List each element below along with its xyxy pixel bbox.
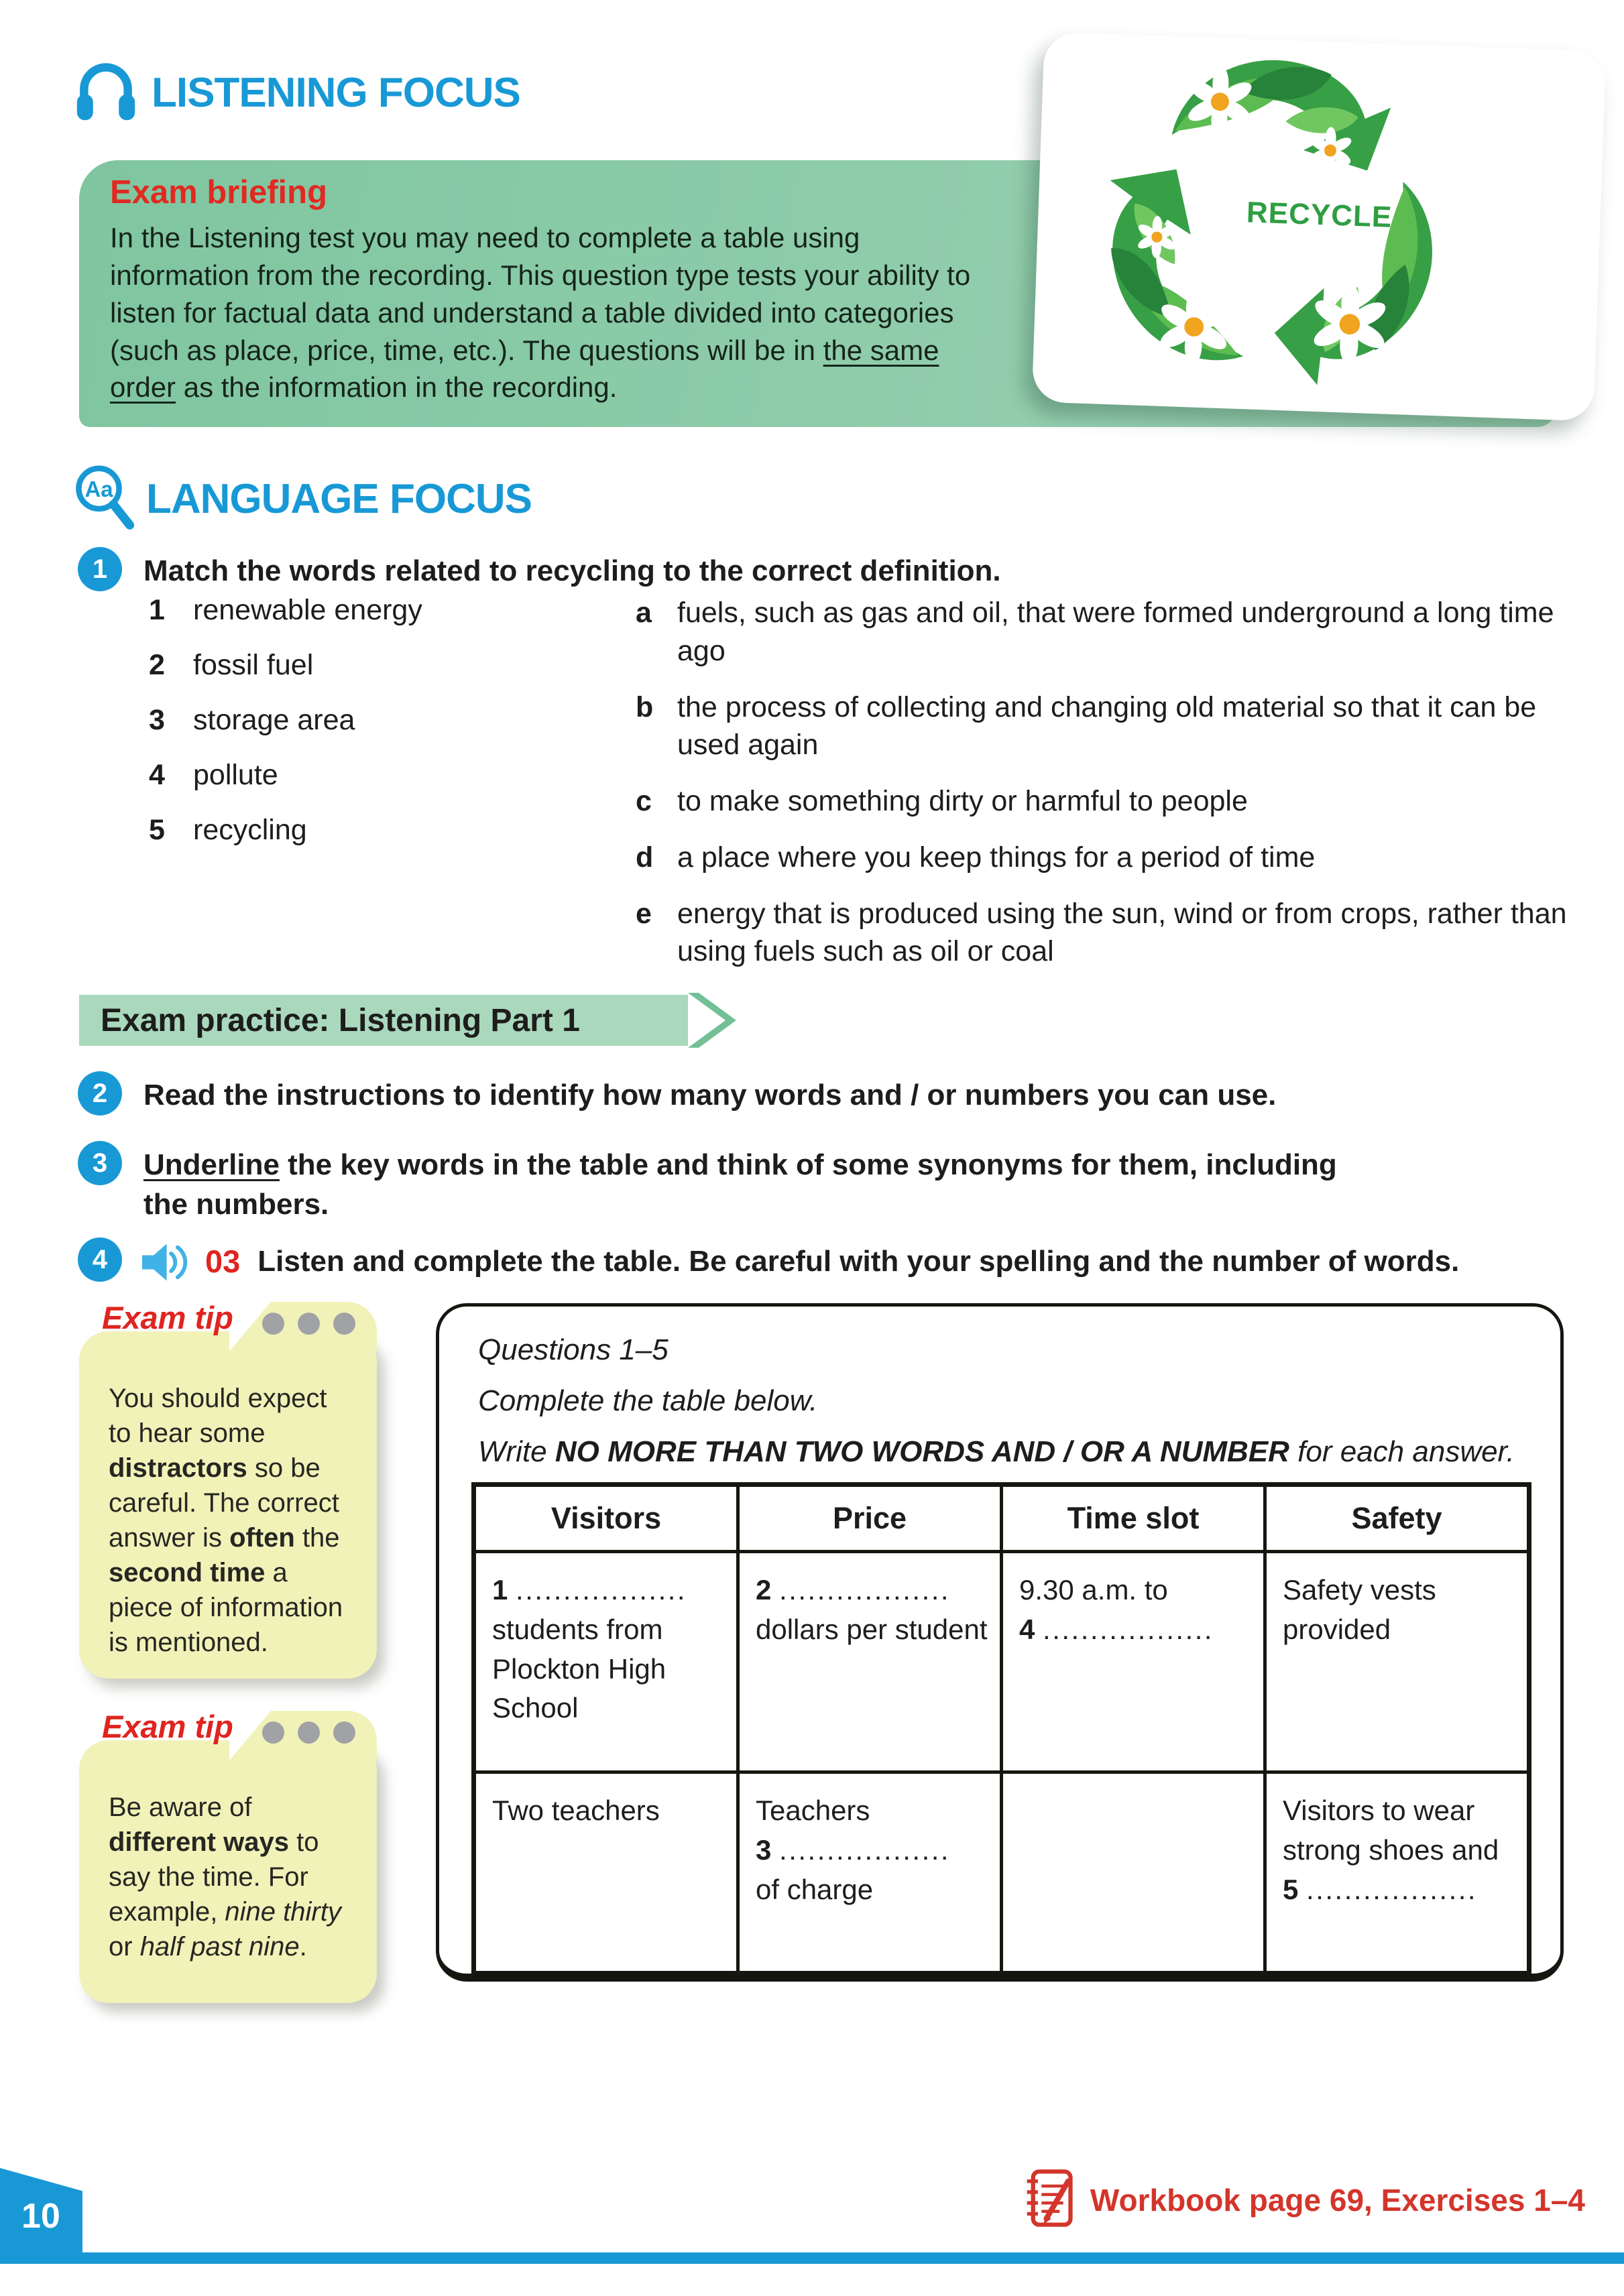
exercise-3 <box>78 1141 1364 1225</box>
exercise-2-instruction: Read the instructions to identify how many words and / or numbers you can use. <box>143 1079 1277 1111</box>
term-text: recycling <box>193 814 307 846</box>
cell-text: of charge <box>756 1873 874 1905</box>
definition-letter: c <box>636 785 652 817</box>
page-number: 10 <box>21 2197 60 2236</box>
cell-safety-row1 <box>1265 1552 1529 1772</box>
workbook-link-text: Workbook page 69, Exercises 1–4 <box>1090 2182 1585 2218</box>
term-number: 5 <box>149 814 165 846</box>
hole-dot-icon <box>333 1721 355 1744</box>
hole-dot-icon <box>298 1721 320 1744</box>
exam-tip-text <box>109 1381 346 1660</box>
tip-text-part: . <box>299 1932 307 1961</box>
answer-blank: .................. <box>1043 1613 1214 1645</box>
blank-number: 3 <box>756 1833 772 1866</box>
term-number: 1 <box>149 594 165 626</box>
table-row <box>474 1552 1529 1772</box>
exercise-number-badge: 3 <box>78 1141 122 1185</box>
term-text: pollute <box>193 759 278 791</box>
cell-text: Teachers <box>756 1795 870 1826</box>
definition-text: a place where you keep things for a period of time <box>677 841 1316 873</box>
cell-price-row1 <box>738 1552 1002 1772</box>
exam-tip-title: Exam tip <box>102 1709 233 1744</box>
list-item <box>636 839 1572 877</box>
list-item <box>636 895 1572 971</box>
instruction-text: the key words in the table and think of some synonyms for them, including the numbers. <box>143 1148 1337 1221</box>
write-text: Write <box>478 1435 555 1468</box>
term-number: 3 <box>149 704 165 736</box>
tip-text-part: the <box>294 1523 340 1553</box>
tip-text-part: or <box>109 1932 140 1961</box>
tip-text-part: You should expect to hear some <box>109 1384 327 1448</box>
tip-text-part: to say the time. For example, <box>109 1827 319 1927</box>
list-item <box>149 649 422 682</box>
hole-dot-icon <box>262 1313 284 1335</box>
page-title: LISTENING FOCUS <box>152 70 520 116</box>
blank-number: 5 <box>1283 1873 1299 1905</box>
exam-tip-text <box>109 1790 346 1964</box>
punch-holes-icon <box>262 1721 355 1744</box>
exam-tip-box-2 <box>79 1711 377 2003</box>
list-item <box>149 594 422 627</box>
questions-box <box>436 1303 1564 1982</box>
recycle-illustration-card <box>1032 32 1607 422</box>
definition-letter: e <box>636 897 652 930</box>
briefing-underlined-phrase: the same order <box>110 334 939 404</box>
term-text: renewable energy <box>193 594 422 626</box>
tip-text-part: a piece of information is mentioned. <box>109 1558 343 1657</box>
column-header-visitors: Visitors <box>474 1485 738 1552</box>
list-item <box>149 759 422 792</box>
definition-letter: d <box>636 841 654 873</box>
hole-dot-icon <box>298 1313 320 1335</box>
matching-terms-list <box>149 594 422 869</box>
workbook-reference <box>1023 2168 1585 2232</box>
cell-price-row2 <box>738 1772 1002 1974</box>
definition-letter: b <box>636 690 654 723</box>
exam-tip-box-1 <box>79 1302 377 1679</box>
magnifier-aa-icon <box>72 463 135 536</box>
tip-italic-part: half past nine <box>139 1932 300 1961</box>
exam-tip-title: Exam tip <box>102 1300 233 1335</box>
chevron-right-icon <box>688 993 736 1051</box>
questions-subheading: Complete the table below. <box>478 1384 818 1417</box>
tip-text-part: so be careful. The correct answer is <box>109 1453 339 1553</box>
footer-bar <box>0 2252 1624 2264</box>
cell-timeslot-row1 <box>1002 1552 1265 1772</box>
exercise-1 <box>78 547 1553 591</box>
audio-track-number: 03 <box>205 1244 241 1279</box>
answer-blank: .................. <box>516 1574 687 1606</box>
notebook-pencil-icon <box>1023 2168 1076 2232</box>
table-row <box>474 1772 1529 1974</box>
blank-number: 4 <box>1019 1613 1035 1645</box>
cell-text: Two teachers <box>492 1795 660 1826</box>
list-item <box>636 594 1572 670</box>
cell-safety-row2 <box>1265 1772 1529 1974</box>
matching-definitions-list <box>636 594 1572 989</box>
hole-dot-icon <box>262 1721 284 1744</box>
cell-visitors-row2 <box>474 1772 738 1974</box>
tip-bold-part: often <box>229 1523 295 1553</box>
tip-note-cap <box>229 1711 377 1760</box>
listening-focus-header <box>74 58 520 128</box>
tip-note-cap <box>229 1302 377 1351</box>
tip-bold-part: second time <box>109 1558 266 1587</box>
underlined-word: Underline <box>143 1148 280 1181</box>
write-text-end: for each answer. <box>1289 1435 1515 1468</box>
list-item <box>636 688 1572 765</box>
answers-table <box>471 1482 1531 1976</box>
questions-heading: Questions 1–5 <box>478 1333 669 1366</box>
term-text: storage area <box>193 704 355 736</box>
list-item <box>636 782 1572 821</box>
headphones-icon <box>74 58 138 128</box>
exam-practice-banner: Exam practice: Listening Part 1 <box>79 995 688 1046</box>
briefing-text-end: as the information in the recording. <box>176 371 618 404</box>
term-number: 4 <box>149 759 165 791</box>
column-header-safety: Safety <box>1265 1485 1529 1552</box>
recycle-label: RECYCLE <box>1246 196 1393 235</box>
term-text: fossil fuel <box>193 649 314 681</box>
cell-text: dollars per student <box>756 1613 988 1645</box>
table-header-row <box>474 1485 1529 1552</box>
answer-blank: .................. <box>1306 1873 1478 1905</box>
language-focus-header <box>72 463 532 536</box>
answer-blank: .................. <box>779 1574 951 1606</box>
definition-text: energy that is produced using the sun, wind or from crops, rather than using fuels such as oil or coal <box>677 897 1567 968</box>
tip-text-part: Be aware of <box>109 1793 252 1822</box>
punch-holes-icon <box>262 1313 355 1335</box>
list-item <box>149 814 422 847</box>
briefing-text: In the Listening test you may need to complete a table using information from the recording. This question type tests your ability to listen for factual data and understand a table divided into categories (such as place, price, time, etc.). The questions will be in <box>110 222 971 366</box>
exercise-1-instruction: Match the words related to recycling to the correct definition. <box>143 554 1001 587</box>
column-header-timeslot: Time slot <box>1002 1485 1265 1552</box>
answer-blank: .................. <box>779 1833 951 1866</box>
cell-text: Visitors to wear strong shoes and <box>1283 1795 1499 1866</box>
cell-text: students from Plockton High School <box>492 1613 666 1724</box>
definition-text: to make something dirty or harmful to people <box>677 785 1248 817</box>
exercise-4 <box>78 1237 1580 1288</box>
tip-bold-part: different ways <box>109 1827 289 1857</box>
word-limit-instruction <box>478 1435 1515 1469</box>
exercise-3-instruction <box>143 1141 1364 1225</box>
blank-number: 2 <box>756 1574 772 1606</box>
definition-letter: a <box>636 597 652 629</box>
column-header-price: Price <box>738 1485 1002 1552</box>
definition-text: fuels, such as gas and oil, that were formed underground a long time ago <box>677 597 1554 667</box>
tip-bold-part: distractors <box>109 1453 247 1483</box>
write-limit-bold: NO MORE THAN TWO WORDS AND / OR A NUMBER <box>555 1435 1289 1468</box>
speaker-icon <box>139 1237 188 1288</box>
exercise-number-badge: 4 <box>78 1237 122 1282</box>
exercise-number-badge: 1 <box>78 547 122 591</box>
cell-visitors-row1 <box>474 1552 738 1772</box>
cell-timeslot-row2 <box>1002 1772 1265 1974</box>
term-number: 2 <box>149 649 165 681</box>
tip-italic-part: nine thirty <box>225 1897 341 1927</box>
exercise-number-badge: 2 <box>78 1071 122 1115</box>
exercise-2 <box>78 1071 1566 1115</box>
hole-dot-icon <box>333 1313 355 1335</box>
section-title: LANGUAGE FOCUS <box>146 476 532 522</box>
svg-text:Aa: Aa <box>84 477 113 502</box>
blank-number: 1 <box>492 1574 508 1606</box>
list-item <box>149 704 422 737</box>
exam-briefing-title: Exam briefing <box>110 174 328 210</box>
definition-text: the process of collecting and changing old material so that it can be used again <box>677 690 1537 762</box>
exam-briefing-body <box>110 219 982 406</box>
cell-text: 9.30 a.m. to <box>1019 1574 1168 1606</box>
cell-text: Safety vests provided <box>1283 1574 1436 1645</box>
exercise-4-instruction: Listen and complete the table. Be careful with your spelling and the number of words. <box>257 1245 1460 1278</box>
